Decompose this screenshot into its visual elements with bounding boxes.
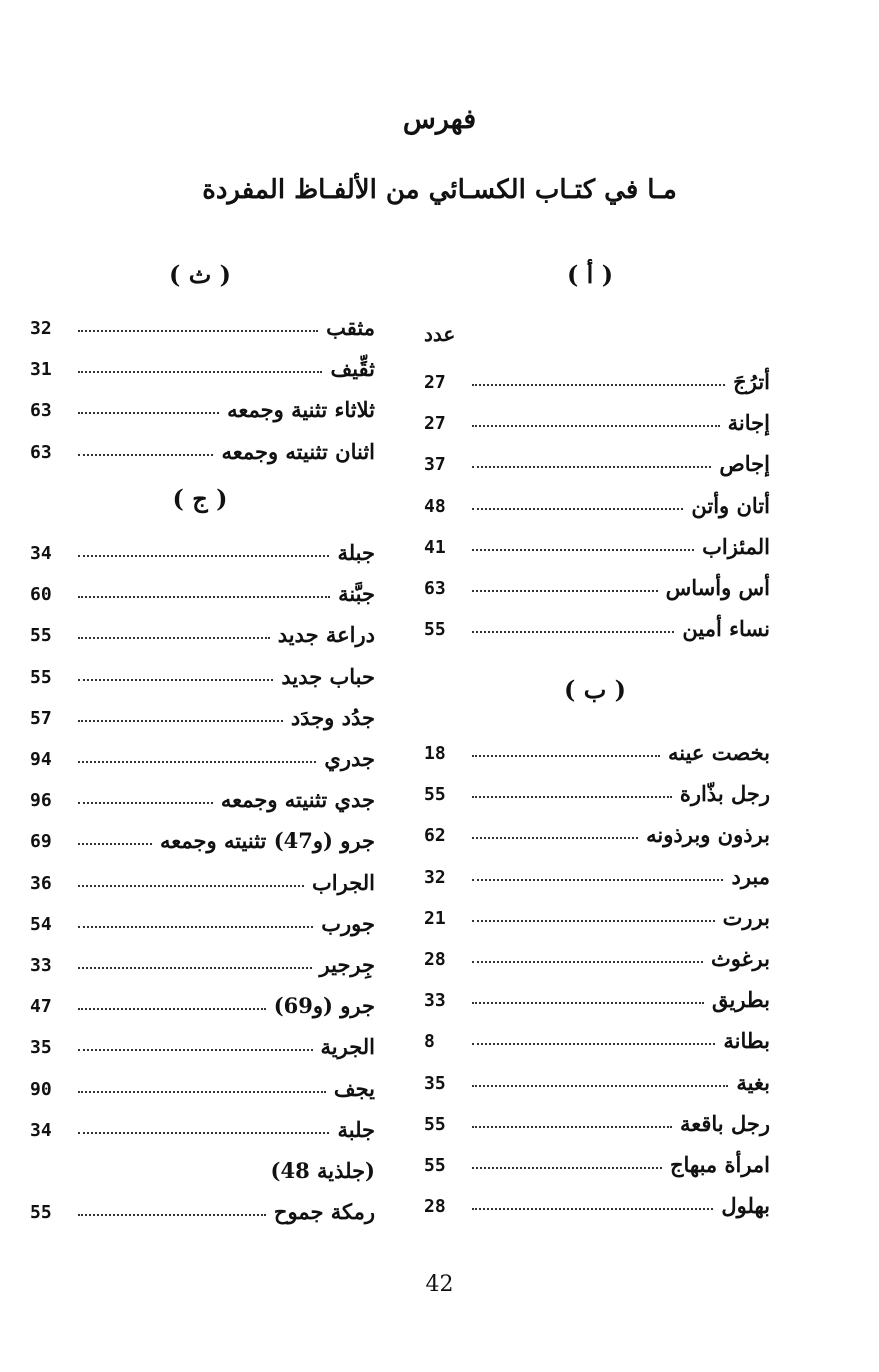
- index-term: دراعة جديد: [277, 622, 375, 648]
- index-page-number: 55: [424, 784, 446, 806]
- dot-leader: [78, 802, 213, 804]
- index-term: بغية: [736, 1069, 770, 1095]
- index-page-number: 18: [424, 743, 446, 764]
- dot-leader: [472, 1002, 704, 1004]
- index-entry: [30, 1059, 375, 1099]
- index-page-number: 21: [424, 907, 446, 929]
- index-page-number: 62: [424, 825, 446, 847]
- index-entry: [30, 1182, 375, 1225]
- dot-leader: [472, 961, 703, 963]
- index-term: جدي تثنيته وجمعه: [220, 787, 375, 813]
- index-entry: [30, 811, 375, 854]
- dot-leader: [472, 549, 694, 551]
- index-term: بخصت عينه: [667, 740, 770, 765]
- index-page-number: 34: [30, 1119, 52, 1141]
- index-term: المئزاب: [702, 533, 770, 559]
- index-page-number: 63: [424, 578, 446, 599]
- dot-leader: [78, 1214, 266, 1216]
- index-term: اثنان تثنيته وجمعه: [221, 438, 375, 464]
- index-entry: [424, 1094, 770, 1134]
- index-entry: [30, 1141, 375, 1181]
- index-entry: [424, 764, 770, 807]
- index-page-number: 32: [424, 866, 446, 888]
- index-entry: [424, 517, 770, 557]
- dot-leader: [472, 1167, 662, 1169]
- index-entry: [424, 1053, 770, 1093]
- dot-leader: [472, 879, 723, 881]
- index-term: امرأة مبهاج: [669, 1152, 770, 1177]
- index-page-number: 55: [30, 1202, 52, 1224]
- index-term: حباب جديد: [281, 663, 375, 689]
- dot-leader: [78, 720, 283, 722]
- index-page-number: 28: [424, 1196, 446, 1218]
- index-page-number: 55: [30, 625, 52, 647]
- index-term: مثقب: [326, 315, 375, 340]
- index-entry: [424, 847, 770, 887]
- index-page-number: 55: [30, 666, 52, 688]
- dot-leader: [78, 967, 312, 969]
- index-page-number: 34: [30, 543, 52, 564]
- index-entry: [30, 647, 375, 687]
- dot-leader: [78, 926, 313, 928]
- number-column-header: عدد: [424, 322, 456, 346]
- index-entry: [30, 688, 375, 728]
- index-term: مبرد: [731, 863, 770, 889]
- index-entry: [30, 1017, 375, 1060]
- index-page-number: 96: [30, 790, 52, 812]
- index-page-number: 69: [30, 831, 52, 853]
- section-header-jim: ( ج ): [172, 484, 228, 513]
- index-term: جدري: [324, 746, 375, 771]
- index-term: بهلول: [721, 1193, 770, 1219]
- dot-leader: [472, 631, 674, 633]
- dot-leader: [78, 679, 273, 681]
- page-title: فهرس: [402, 104, 477, 135]
- index-entry: [30, 976, 375, 1019]
- dot-leader: [78, 596, 330, 598]
- index-entry: [424, 434, 770, 477]
- index-page-number: 48: [424, 495, 446, 517]
- index-entry: [30, 564, 375, 607]
- dot-leader: [78, 555, 329, 557]
- index-entry: [424, 393, 770, 436]
- index-entry: [30, 729, 375, 769]
- index-term: جبَّنة: [338, 581, 375, 607]
- index-term: الجراب: [312, 869, 375, 895]
- index-term: برذون وبرذونه: [646, 822, 770, 848]
- index-page-number: 54: [30, 913, 52, 935]
- dot-leader: [78, 1132, 329, 1134]
- index-entry: [424, 476, 770, 516]
- index-entry: [30, 605, 375, 648]
- index-page-number: 94: [30, 749, 52, 770]
- index-entry: [424, 1135, 770, 1175]
- index-entry: [424, 1176, 770, 1219]
- index-entry: [424, 723, 770, 763]
- index-entry: [424, 970, 770, 1013]
- index-entry: [424, 1011, 770, 1054]
- index-term: جرو (و47) تثنيته وجمعه: [159, 828, 375, 854]
- page-number: 42: [425, 1272, 454, 1297]
- index-page-number: 37: [424, 454, 446, 476]
- index-entry: [30, 935, 375, 975]
- index-entry: [424, 558, 770, 598]
- dot-leader: [472, 837, 638, 839]
- index-term: الجرية: [320, 1034, 375, 1060]
- index-term: جورب: [321, 910, 375, 936]
- index-page-number: 63: [30, 441, 52, 463]
- index-term: أس وأساس: [665, 575, 770, 600]
- index-entry: [30, 1100, 375, 1140]
- section-header-tha: ( ث ): [168, 260, 231, 289]
- index-entry: [30, 339, 375, 382]
- index-entry: [30, 380, 375, 423]
- dot-leader: [78, 1008, 266, 1010]
- index-page-number: 31: [30, 359, 52, 381]
- index-term: برغوث: [710, 946, 770, 971]
- index-page-number: 55: [424, 619, 446, 641]
- index-term: بطانة: [723, 1028, 770, 1054]
- index-entry: [30, 770, 375, 813]
- index-term: جدُد وجدَد: [290, 704, 375, 730]
- index-term: يجف: [333, 1075, 375, 1101]
- dot-leader: [78, 371, 322, 373]
- dot-leader: [78, 1091, 326, 1093]
- dot-leader: [78, 761, 316, 763]
- dot-leader: [472, 384, 725, 386]
- index-page-number: 41: [424, 536, 446, 558]
- dot-leader: [472, 466, 711, 468]
- index-page-number: 60: [30, 584, 52, 606]
- dot-leader: [472, 796, 672, 798]
- index-term: (جلذية 48): [270, 1158, 375, 1183]
- index-page-number: 32: [30, 318, 52, 339]
- index-page-number: 35: [30, 1037, 52, 1059]
- index-term: جلبة: [337, 1116, 375, 1142]
- dot-leader: [78, 330, 318, 332]
- index-page-number: 63: [30, 400, 52, 422]
- index-page-number: 57: [30, 707, 52, 729]
- index-term: جِرجير: [319, 952, 375, 977]
- index-term: بطريق: [711, 987, 770, 1013]
- index-term: رمكة جموح: [273, 1199, 375, 1225]
- index-term: إجاص: [719, 451, 770, 477]
- index-page-number: 33: [424, 990, 446, 1012]
- index-term: بررت: [722, 904, 770, 930]
- index-term: جبلة: [337, 540, 375, 565]
- dot-leader: [472, 1085, 728, 1087]
- index-entry: [30, 298, 375, 338]
- index-page-number: 28: [424, 949, 446, 970]
- index-page-number: 35: [424, 1072, 446, 1094]
- index-page-number: 55: [424, 1155, 446, 1176]
- section-header-ba: ( ب ): [563, 675, 626, 704]
- index-entry: [424, 888, 770, 928]
- index-entry: [30, 853, 375, 893]
- dot-leader: [78, 637, 270, 639]
- dot-leader: [472, 590, 658, 592]
- dot-leader: [78, 885, 304, 887]
- index-page-number: 47: [30, 996, 52, 1018]
- dot-leader: [472, 425, 720, 427]
- index-page-number: 8: [424, 1031, 435, 1053]
- index-term: رجل باقعة: [679, 1110, 770, 1136]
- dot-leader: [78, 843, 152, 845]
- index-page-number: 27: [424, 372, 446, 393]
- dot-leader: [78, 1049, 313, 1051]
- index-page-number: 33: [30, 955, 52, 976]
- index-entry: [30, 894, 375, 934]
- dot-leader: [472, 508, 683, 510]
- dot-leader: [472, 1208, 713, 1210]
- index-page-number: 55: [424, 1113, 446, 1135]
- index-term: أتان وأتن: [691, 492, 770, 518]
- page-subtitle: مـا في كتـاب الكسـائي من الألفـاظ المفردة: [202, 175, 677, 205]
- index-term: رجل بذّارة: [679, 781, 770, 807]
- dot-leader: [78, 412, 219, 414]
- index-entry: [30, 422, 375, 462]
- index-term: ثلاثاء تثنية وجمعه: [227, 397, 375, 423]
- dot-leader: [472, 755, 660, 757]
- index-entry: [30, 523, 375, 563]
- index-page-number: 90: [30, 1078, 52, 1100]
- index-entry: [424, 805, 770, 848]
- index-page-number: 27: [424, 413, 446, 435]
- dot-leader: [78, 454, 213, 456]
- dot-leader: [472, 920, 715, 922]
- section-header-alif: ( أ ): [566, 260, 614, 289]
- dot-leader: [472, 1126, 672, 1128]
- index-entry: [424, 599, 770, 642]
- dot-leader: [472, 1043, 715, 1045]
- index-page-number: 36: [30, 872, 52, 894]
- index-entry: [424, 929, 770, 969]
- index-term: جرو (و69): [273, 993, 375, 1019]
- index-term: إجانة: [727, 410, 770, 436]
- index-term: أترُجَ: [733, 369, 770, 394]
- index-term: نساء أمين: [682, 616, 770, 642]
- index-term: ثقِّيف: [330, 356, 375, 382]
- index-entry: [424, 352, 770, 392]
